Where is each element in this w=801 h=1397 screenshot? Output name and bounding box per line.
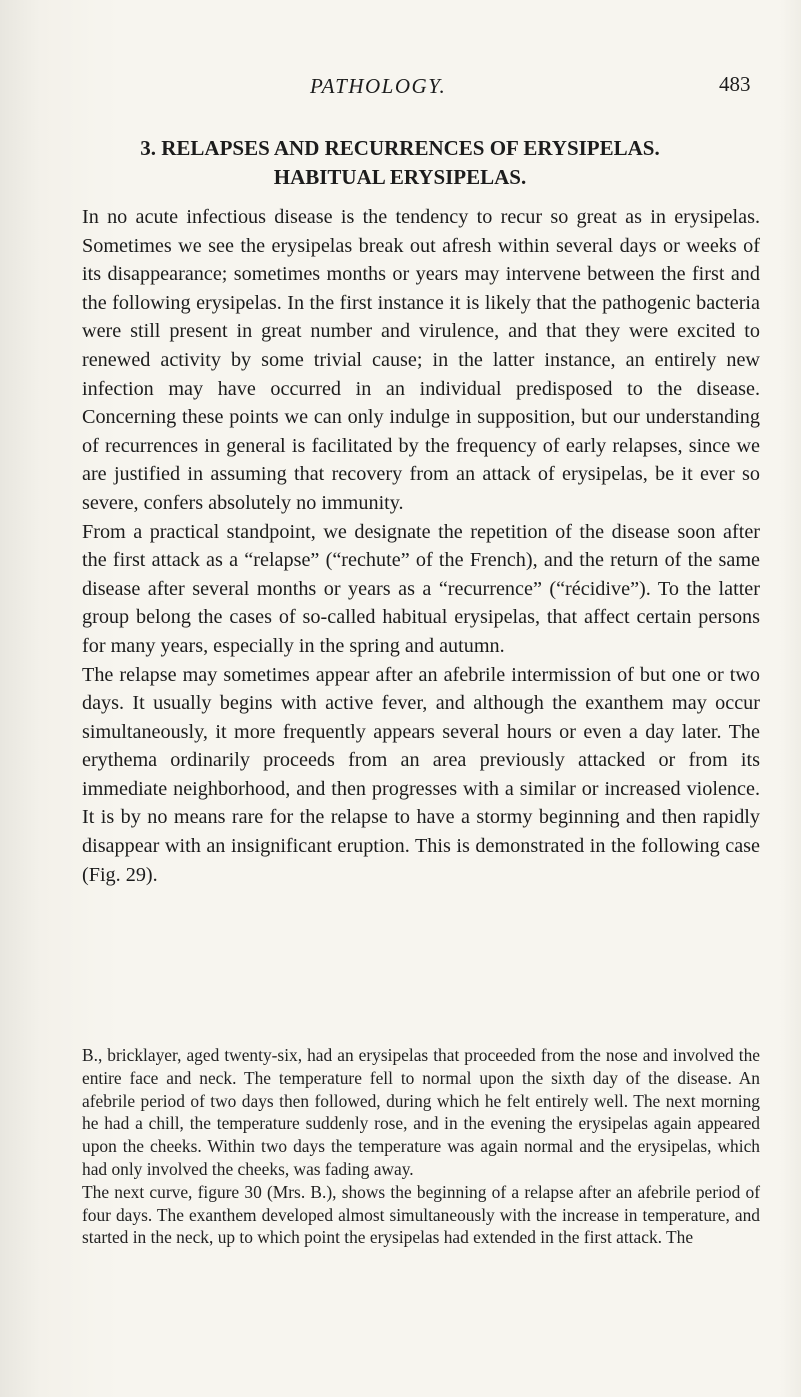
case-paragraph-2: The next curve, figure 30 (Mrs. B.), shows the beginning of a relapse after an afebrile period of four days. The exanthem developed almost simultaneously with the increase in temperature, and started in the neck, up to which point the erysipelas had extended in the first attack. The xyxy=(82,1181,760,1248)
paragraph-2: From a practical standpoint, we designate the repetition of the disease soon after the first attack as a “relapse” (“rechute” of the French), and the return of the same disease after several months or years as a “recurrence” (“récidive”). To the latter group belong the cases of so-called habitual erysipelas, that affect certain persons for many years, especially in the spring and autumn. xyxy=(82,520,760,657)
section-heading-line-2: HABITUAL ERYSIPELAS. xyxy=(273,165,527,189)
section-heading-line-1: 3. RELAPSES AND RECURRENCES OF ERYSIPELAS. xyxy=(140,136,660,160)
running-head xyxy=(0,66,801,106)
case-report xyxy=(62,1044,760,1249)
running-title: PATHOLOGY. xyxy=(310,74,447,98)
paragraph-3: The relapse may sometimes appear after an afebrile intermission of but one or two days. It usually begins with active fever, and although the exanthem may occur simultaneously, it more frequently appears several hours or even a day later. The erythema ordinarily proceeds from an area previously attacked or from its immediate neighborhood, and then progresses with a similar or increased violence. It is by no means rare for the relapse to have a stormy beginning and then rapidly disappear with an insignificant eruption. This is demonstrated in the following case (Fig. 29). xyxy=(82,663,760,886)
page-number: 483 xyxy=(719,72,751,96)
case-paragraph-1: B., bricklayer, aged twenty-six, had an erysipelas that proceeded from the nose and involved the entire face and neck. The temperature fell to normal upon the sixth day of the disease. An afebrile period of two days then followed, during which he felt entirely well. The next morning he had a chill, the temperature suddenly rose, and in the evening the erysipelas again appeared upon the cheeks. Within two days the temperature was again normal and the erysipelas, which had only involved the cheeks, was fading away. xyxy=(82,1045,760,1179)
paragraph-1: In no acute infectious disease is the tendency to recur so great as in erysipelas. Sometimes we see the erysipelas break out afresh within several days or weeks of its disappearance; sometimes months or years may intervene between the first and the following erysipelas. In the first instance it is likely that the pathogenic bacteria were still present in great number and virulence, and that they were excited to renewed activity by some trivial cause; in the latter instance, an entirely new infection may have occurred in an individual predisposed to the disease. Concerning these points we can only indulge in supposition, but our understanding of recurrences in general is facilitated by the frequency of early relapses, since we are justified in assuming that recovery from an attack of erysipelas, be it ever so severe, confers absolutely no immunity. xyxy=(82,206,760,514)
body-text xyxy=(62,203,760,889)
section-heading xyxy=(40,134,760,192)
